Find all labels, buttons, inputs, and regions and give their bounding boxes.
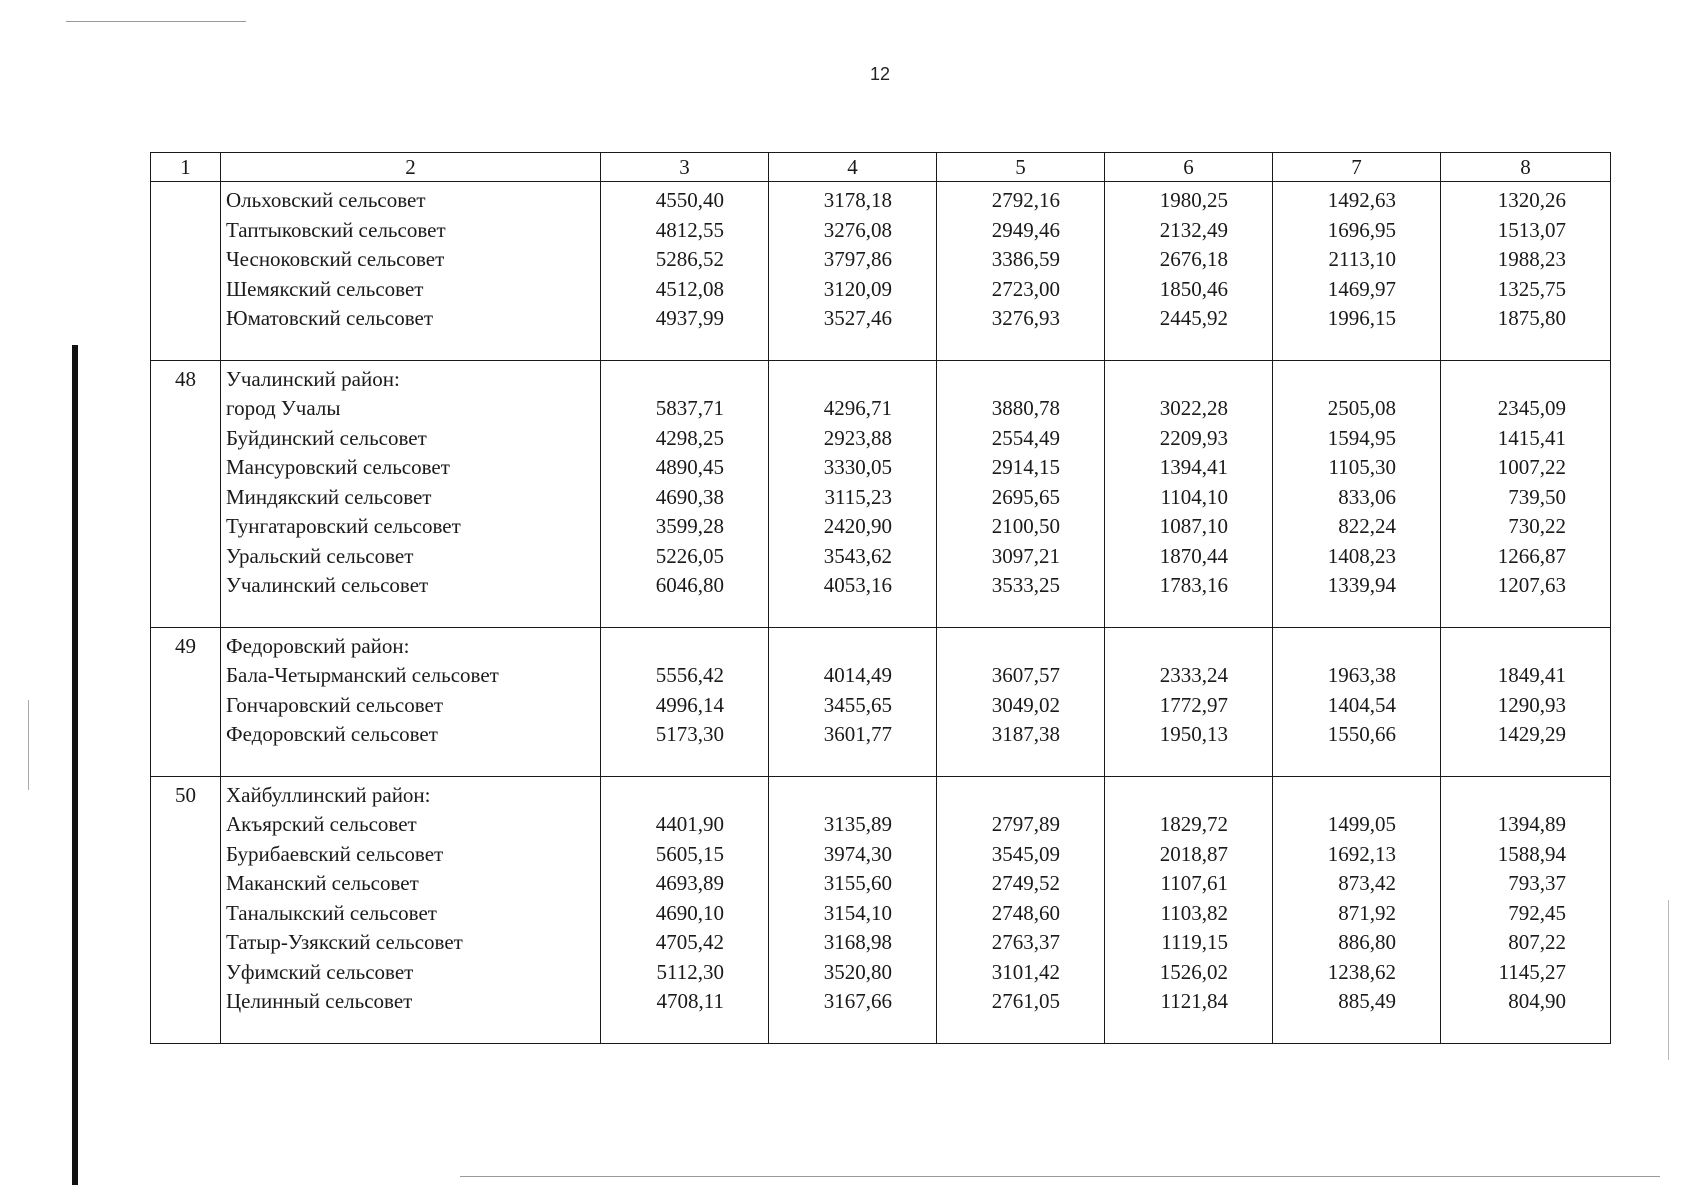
title-row-spacer [1441,365,1566,395]
values-cell-col-3 [601,776,769,1043]
table-row-group [151,776,1611,1043]
table-value: 886,80 [1338,930,1396,954]
settlement-name: Ольховский сельсовет [226,188,426,212]
table-value: 2914,15 [991,455,1060,479]
table-value: 1103,82 [1160,900,1228,925]
settlement-name: Шемякский сельсовет [226,276,424,301]
table-value: 2333,24 [1159,663,1228,687]
table-value: 1290,93 [1497,692,1566,717]
table-value: 1875,80 [1497,306,1566,330]
table-value: 1429,29 [1497,722,1566,746]
scan-artifact-thin-line [28,700,29,790]
settlement-name: Миндякский сельсовет [226,484,432,509]
table-value: 1394,89 [1497,812,1566,836]
settlement-name: Юматовский сельсовет [226,306,434,330]
table-value: 1692,13 [1327,841,1396,866]
table-value: 793,37 [1508,871,1566,895]
group-number-cell [151,360,221,627]
column-header-2: 2 [221,153,601,182]
table-value: 1550,66 [1327,722,1396,746]
title-row-spacer [601,365,724,395]
table-value: 2100,50 [991,514,1060,538]
table-value: 1526,02 [1159,959,1228,984]
table-value: 2923,88 [823,425,892,450]
table-value: 1104,10 [1160,484,1228,509]
group-number: 48 [175,366,196,391]
title-row-spacer [937,365,1060,395]
table-value: 4298,25 [655,425,724,450]
title-row-spacer [1105,781,1228,811]
title-row-spacer [769,365,892,395]
table-value: 6046,80 [655,573,724,597]
column-header-8: 8 [1441,153,1611,182]
table-value: 2695,65 [991,484,1060,509]
values-cell-col-6 [1105,627,1273,776]
values-cell-col-6 [1105,360,1273,627]
group-number-cell [151,627,221,776]
values-cell-col-7 [1273,776,1441,1043]
table-value: 1339,94 [1327,573,1396,597]
table-value: 4014,49 [823,663,892,687]
data-table [150,152,1611,1044]
table-value: 3533,25 [991,573,1060,597]
table-value: 1492,63 [1327,188,1396,212]
table-value: 1119,15 [1161,930,1228,954]
table-value: 4890,45 [655,455,724,479]
table-value: 3527,46 [823,306,892,330]
values-cell-col-5 [937,360,1105,627]
table-value: 3022,28 [1159,396,1228,420]
table-value: 1696,95 [1327,217,1396,242]
settlement-name: Бала-Четырманский сельсовет [226,663,499,687]
settlement-name: Таналыкский сельсовет [226,900,437,925]
table-value: 804,90 [1508,989,1566,1013]
values-cell-col-7 [1273,360,1441,627]
table-value: 1588,94 [1497,841,1566,866]
group-number: 50 [175,782,196,807]
settlement-name: Уральский сельсовет [226,543,414,568]
table-value: 1829,72 [1159,812,1228,836]
values-cell-col-3 [601,182,769,361]
table-value: 2445,92 [1159,306,1228,330]
table-value: 2676,18 [1159,247,1228,271]
settlement-name: Бурибаевский сельсовет [226,841,444,866]
table-value: 5173,30 [655,722,724,746]
table-value: 1469,97 [1327,276,1396,301]
settlement-name: Федоровский сельсовет [226,722,438,746]
table-value: 2763,37 [991,930,1060,954]
table-value: 5112,30 [656,959,724,984]
table-value: 3455,65 [823,692,892,717]
settlement-name: Буйдинский сельсовет [226,425,427,450]
table-value: 1499,05 [1327,812,1396,836]
values-cell-col-7 [1273,182,1441,361]
table-value: 2345,09 [1497,396,1566,420]
table-value: 2554,49 [991,425,1060,450]
table-value: 1988,23 [1497,247,1566,271]
settlement-name: Татыр-Узякский сельсовет [226,930,463,954]
district-title: Хайбуллинский район: [226,782,431,807]
table-value: 5286,52 [655,247,724,271]
scan-artifact-bottom-line [460,1176,1660,1177]
table-value: 1513,07 [1497,217,1566,242]
values-cell-col-6 [1105,182,1273,361]
values-cell-col-4 [769,360,937,627]
data-table-container [150,152,1610,1044]
table-value: 2748,60 [991,900,1060,925]
values-cell-col-4 [769,776,937,1043]
table-value: 1594,95 [1327,425,1396,450]
table-value: 4705,42 [655,930,724,954]
table-value: 1266,87 [1497,543,1566,568]
title-row-spacer [601,632,724,662]
column-header-3: 3 [601,153,769,182]
column-number-header-row [151,153,1611,182]
table-value: 2420,90 [823,514,892,538]
table-value: 3607,57 [991,663,1060,687]
table-row-group [151,182,1611,361]
values-cell-col-7 [1273,627,1441,776]
table-value: 3974,30 [823,841,892,866]
column-header-4: 4 [769,153,937,182]
table-value: 885,49 [1338,989,1396,1013]
table-value: 822,24 [1338,514,1396,538]
table-value: 4693,89 [655,871,724,895]
table-value: 3187,38 [991,722,1060,746]
values-cell-col-3 [601,627,769,776]
table-value: 2761,05 [991,989,1060,1013]
table-value: 4053,16 [823,573,892,597]
group-number-cell [151,182,221,361]
table-value: 3155,60 [823,871,892,895]
table-value: 3520,80 [823,959,892,984]
scan-artifact-top-line [66,21,246,22]
table-value: 2505,08 [1327,396,1396,420]
table-value: 833,06 [1338,484,1396,509]
title-row-spacer [1441,781,1566,811]
table-value: 3330,05 [823,455,892,479]
table-value: 3276,08 [823,217,892,242]
table-value: 2113,10 [1328,247,1396,271]
table-value: 730,22 [1508,514,1566,538]
table-value: 4512,08 [655,276,724,301]
settlement-name: Таптыковский сельсовет [226,217,446,242]
table-value: 871,92 [1338,900,1396,925]
table-value: 3120,09 [823,276,892,301]
table-value: 3599,28 [655,514,724,538]
table-value: 1320,26 [1497,188,1566,212]
table-value: 3049,02 [991,692,1060,717]
table-row-group [151,627,1611,776]
group-number-cell [151,776,221,1043]
title-row-spacer [1273,365,1396,395]
column-header-6: 6 [1105,153,1273,182]
values-cell-col-8 [1441,182,1611,361]
table-value: 1772,97 [1159,692,1228,717]
table-value: 1145,27 [1498,959,1566,984]
table-value: 4708,11 [656,989,724,1013]
table-value: 1394,41 [1159,455,1228,479]
table-value: 5226,05 [655,543,724,568]
settlement-name: Акъярский сельсовет [226,812,417,836]
table-value: 5837,71 [655,396,724,420]
table-value: 4812,55 [655,217,724,242]
values-cell-col-4 [769,182,937,361]
column-header-5: 5 [937,153,1105,182]
title-row-spacer [937,781,1060,811]
table-value: 4937,99 [655,306,724,330]
table-value: 3154,10 [823,900,892,925]
table-value: 739,50 [1508,484,1566,509]
table-value: 1408,23 [1327,543,1396,568]
table-value: 1963,38 [1327,663,1396,687]
values-cell-col-6 [1105,776,1273,1043]
table-value: 1207,63 [1497,573,1566,597]
page-number: 12 [870,64,891,84]
title-row-spacer [1273,632,1396,662]
table-value: 1007,22 [1497,455,1566,479]
table-value: 3797,86 [823,247,892,271]
table-value: 1870,44 [1159,543,1228,568]
settlement-names-cell [221,776,601,1043]
table-value: 4690,10 [655,900,724,925]
table-value: 3601,77 [823,722,892,746]
column-header-1: 1 [151,153,221,182]
values-cell-col-5 [937,182,1105,361]
title-row-spacer [601,781,724,811]
values-cell-col-8 [1441,627,1611,776]
table-value: 3097,21 [991,543,1060,568]
settlement-name: Мансуровский сельсовет [226,455,450,479]
title-row-spacer [1105,365,1228,395]
title-row-spacer [1273,781,1396,811]
table-value: 2209,93 [1159,425,1228,450]
table-value: 3168,98 [823,930,892,954]
values-cell-col-8 [1441,776,1611,1043]
scan-artifact-right-line [1668,900,1669,1060]
settlement-name: город Учалы [226,396,341,420]
table-value: 3880,78 [991,396,1060,420]
table-value: 1107,61 [1160,871,1228,895]
values-cell-col-3 [601,360,769,627]
table-value: 5605,15 [655,841,724,866]
table-value: 1849,41 [1497,663,1566,687]
table-value: 2749,52 [991,871,1060,895]
table-value: 1238,62 [1327,959,1396,984]
table-value: 3386,59 [991,247,1060,271]
scan-artifact-left-bar [72,345,78,1185]
title-row-spacer [1441,632,1566,662]
table-value: 3135,89 [823,812,892,836]
table-value: 792,45 [1508,900,1566,925]
settlement-name: Уфимский сельсовет [226,959,414,984]
table-value: 4296,71 [823,396,892,420]
table-value: 3276,93 [991,306,1060,330]
settlement-names-cell [221,627,601,776]
title-row-spacer [1105,632,1228,662]
table-value: 2797,89 [991,812,1060,836]
table-value: 1105,30 [1328,455,1396,479]
table-value: 3167,66 [823,989,892,1013]
table-value: 2792,16 [991,188,1060,212]
table-value: 2723,00 [991,276,1060,301]
table-value: 1783,16 [1159,573,1228,597]
table-value: 5556,42 [655,663,724,687]
table-row-group [151,360,1611,627]
table-body [151,182,1611,1044]
table-value: 2018,87 [1159,841,1228,866]
table-value: 4996,14 [655,692,724,717]
settlement-name: Тунгатаровский сельсовет [226,514,461,538]
table-value: 1325,75 [1497,276,1566,301]
table-value: 2132,49 [1159,217,1228,242]
title-row-spacer [937,632,1060,662]
column-header-7: 7 [1273,153,1441,182]
table-value: 807,22 [1508,930,1566,954]
table-value: 4690,38 [655,484,724,509]
title-row-spacer [769,781,892,811]
table-value: 3101,42 [991,959,1060,984]
settlement-name: Чесноковский сельсовет [226,247,445,271]
settlement-name: Целинный сельсовет [226,989,413,1013]
settlement-name: Маканский сельсовет [226,871,419,895]
values-cell-col-5 [937,627,1105,776]
table-value: 3115,23 [824,484,892,509]
title-row-spacer [769,632,892,662]
table-value: 1980,25 [1159,188,1228,212]
table-value: 1415,41 [1497,425,1566,450]
group-number: 49 [175,633,196,658]
settlement-names-cell [221,182,601,361]
table-value: 1404,54 [1327,692,1396,717]
table-value: 1087,10 [1159,514,1228,538]
district-title: Учалинский район: [226,366,400,391]
table-value: 1996,15 [1327,306,1396,330]
table-value: 2949,46 [991,217,1060,242]
values-cell-col-5 [937,776,1105,1043]
table-value: 3545,09 [991,841,1060,866]
values-cell-col-8 [1441,360,1611,627]
settlement-name: Учалинский сельсовет [226,573,429,597]
table-value: 873,42 [1338,871,1396,895]
table-value: 1950,13 [1159,722,1228,746]
settlement-names-cell [221,360,601,627]
settlement-name: Гончаровский сельсовет [226,692,444,717]
values-cell-col-4 [769,627,937,776]
table-value: 1850,46 [1159,276,1228,301]
table-value: 3543,62 [823,543,892,568]
table-value: 4401,90 [655,812,724,836]
table-value: 3178,18 [823,188,892,212]
table-value: 4550,40 [655,188,724,212]
district-title: Федоровский район: [226,633,410,658]
table-value: 1121,84 [1160,989,1228,1013]
